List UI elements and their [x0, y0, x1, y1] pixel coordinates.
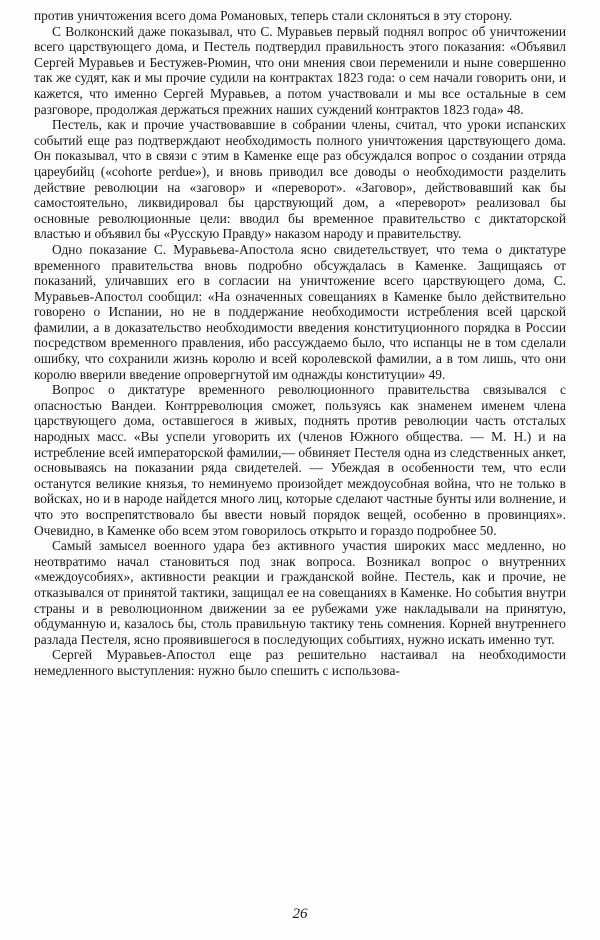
- paragraph-1: против уничтожения всего дома Романовых, теперь стали склоняться в эту сторону.: [34, 8, 513, 23]
- paragraph-5: Вопрос о диктатуре временного революционного правительства связывался с опасностью Вандеи. Контрреволюция сможет, пользуясь как знаменем именем члена царствующего дома, оставшегося в живых, поднять против революции часть отсталых народных масс. «Вы успели уговорить их (членов Южного общества. — М. Н.) и на истребление всей императорской фамилии,— обвиняет Пестеля одна из следственных анкет, основываясь на показании ряда свидетелей. — Убеждая в особенности тем, что если останутся великие князья, то неминуемо произойдет междоусобная война, что не только в войсках, но и в народе найдется много лиц, которые сделают частные бунты или волнение, и что это воспрепятствовало бы ввести новый порядок вещей, особенно в провинциях». Очевидно, в Каменке обо всем этом говорилось открыто и гораздо подробнее 50.: [34, 382, 566, 538]
- page-number: 26: [292, 906, 308, 922]
- page-body: [34, 8, 566, 679]
- paragraph-2: С Волконский даже показывал, что С. Муравьев первый поднял вопрос об уничтожении всего царствующего дома, и Пестель подтвердил правильность этого показания: «Объявил Сергей Муравьев и Бестужев-Рюмин, что они мнения свои переменили и ныне совершенно так же судят, как и мы прочие судили на контрактах 1823 года: о сем начали говорить они, и кажется, что именно Сергей Муравьев, а потом участвовали и мы все остальные в сем разговоре, продолжая держаться прежних наших суждений контрактов 1823 года» 48.: [34, 23, 566, 117]
- paragraph-7: Сергей Муравьев-Апостол еще раз решительно настаивал на необходимости немедленного выступления: нужно было спешить с использова-: [34, 647, 566, 678]
- paragraph-6: Самый замысел военного удара без активного участия широких масс медленно, но неотвратимо начал становиться под знак вопроса. Возникал вопрос о внутренних «междоусобиях», активности реакции и гражданской войне. Пестель, как и прочие, не отказывался от принятой тактики, защищал ее на совещаниях в Каменке. Но события внутри страны и в революционном движении за ее рубежами уже накладывали на принятую, обдуманную и, казалось бы, столь правильную тактику тень сомнения. Корней внутреннего разлада Пестеля, ясно проявившегося в последующих событиях, нужно искать именно тут.: [34, 538, 566, 647]
- paragraph-4: Одно показание С. Муравьева-Апостола ясно свидетельствует, что тема о диктатуре временного правительства вновь подробно обсуждалась в Каменке. Защищаясь от показаний, уличавших его в согласии на уничтожение всего царствующего дома, С. Муравьев-Апостол сообщил: «На означенных совещаниях в Каменке было действительно говорено о Испании, но не в поддержание необходимости истребления всей царской фамилии, а в доказательство необходимости введения конституционного порядка в России посредством временного правления, ибо рассуждаемо было, что испанцы не в том сделали ошибку, что сохранили жизнь королю и всей королевской фамилии, а в том лишь, что они королю вверили введение опровергнутой им однажды конституции» 49.: [34, 241, 566, 382]
- paragraph-3: Пестель, как и прочие участвовавшие в собрании члены, считал, что уроки испанских событий еще раз подтверждают необходимость полного уничтожения царствующего дома. Он показывал, что в связи с этим в Каменке еще раз обсуждался вопрос о создании отряда цареубийц («cohorte perdue»), и вновь приводил все доводы о необходимости разделить действие революции на «заговор» и «переворот». «Заговор», действовавший как бы самостоятельно, ликвидировал бы царствующий дом, а «переворот» реализовал бы основные революционные цели: вводил бы временное правительство с диктаторской властью и объявил бы «Русскую Правду» наказом народу и правительству.: [34, 117, 566, 242]
